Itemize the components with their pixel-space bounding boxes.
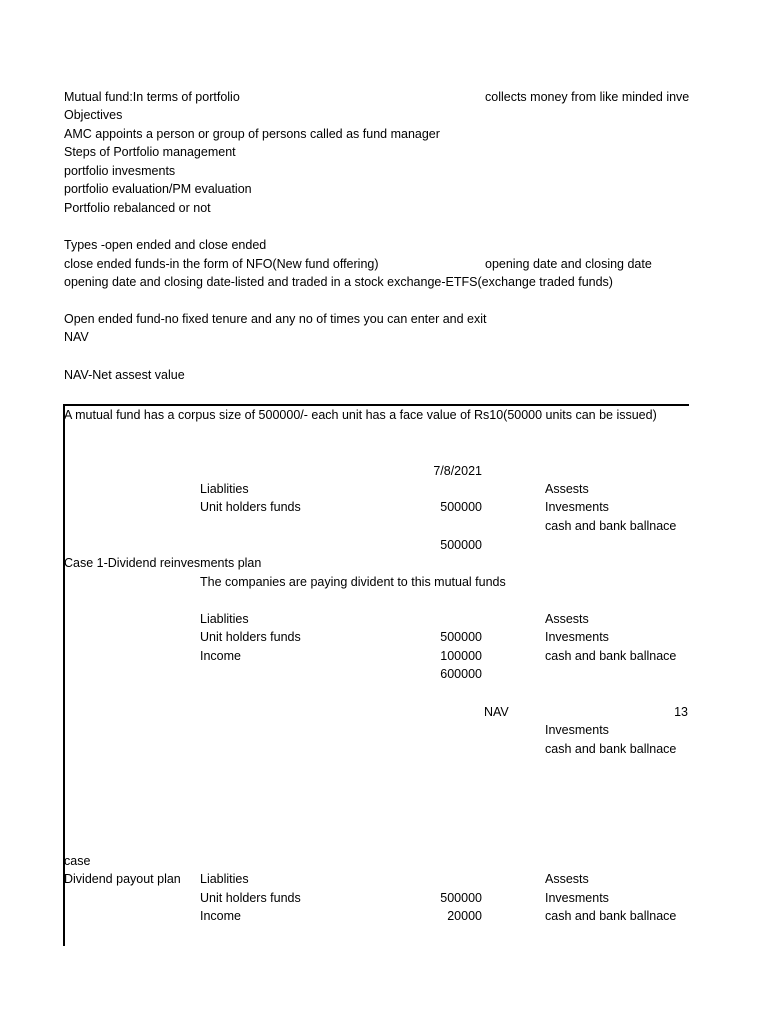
amc-text: AMC appoints a person or group of persons called as fund manager xyxy=(64,127,440,141)
liabilities-label: Liablities xyxy=(200,482,249,496)
case1-total-value: 600000 xyxy=(440,667,482,681)
case2-investments-label: Invesments xyxy=(545,891,609,905)
case2-cash-bank-label: cash and bank ballnace xyxy=(545,909,677,923)
case2-assets-label: Assests xyxy=(545,872,589,886)
case2-unit-holders-label: Unit holders funds xyxy=(200,891,301,905)
case2-liabilities-label: Liablities xyxy=(200,872,249,886)
case2-income-label: Income xyxy=(200,909,241,923)
case1-description: The companies are paying divident to this mutual funds xyxy=(200,575,506,589)
opening-closing-date-text: opening date and closing date xyxy=(485,257,652,271)
case2-plan-label: Dividend payout plan xyxy=(64,872,181,886)
types-text: Types -open ended and close ended xyxy=(64,238,267,252)
case1-income-label: Income xyxy=(200,649,241,663)
case1-investments2-label: Invesments xyxy=(545,723,609,737)
portfolio-rebalanced-text: Portfolio rebalanced or not xyxy=(64,201,211,215)
mutual-fund-heading: Mutual fund:In terms of portfolio xyxy=(64,90,240,104)
objectives-text: Objectives xyxy=(64,108,123,122)
case2-unit-holders-value: 500000 xyxy=(440,891,482,905)
portfolio-investments-text: portfolio invesments xyxy=(64,164,176,178)
listed-traded-text: opening date and closing date-listed and traded in a stock exchange-ETFS(exchange traded funds) xyxy=(64,275,613,289)
case2-title: case xyxy=(64,854,91,868)
collects-money-text: collects money from like minded inve xyxy=(485,90,690,104)
unit-holders-value: 500000 xyxy=(440,500,482,514)
case1-income-value: 100000 xyxy=(440,649,482,663)
cash-bank-label: cash and bank ballnace xyxy=(545,519,677,533)
unit-holders-label: Unit holders funds xyxy=(200,500,301,514)
case2-income-value: 20000 xyxy=(447,909,482,923)
portfolio-evaluation-text: portfolio evaluation/PM evaluation xyxy=(64,182,252,196)
nav-definition-text: NAV-Net assest value xyxy=(64,368,185,382)
case1-liabilities-label: Liablities xyxy=(200,612,249,626)
nav-text: NAV xyxy=(64,330,89,344)
case1-assets-label: Assests xyxy=(545,612,589,626)
case1-title: Case 1-Dividend reinvesments plan xyxy=(64,556,262,570)
case1-nav-value: 13 xyxy=(674,705,688,719)
date-cell: 7/8/2021 xyxy=(433,464,482,478)
investments-label: Invesments xyxy=(545,500,609,514)
case1-unit-holders-value: 500000 xyxy=(440,630,482,644)
case1-cash-bank-label: cash and bank ballnace xyxy=(545,649,677,663)
corpus-intro-text: A mutual fund has a corpus size of 500000/- each unit has a face value of Rs10(50000 units can be issued) xyxy=(64,408,657,422)
case1-cash-bank2-label: cash and bank ballnace xyxy=(545,742,677,756)
case1-investments-label: Invesments xyxy=(545,630,609,644)
steps-text: Steps of Portfolio management xyxy=(64,145,236,159)
assets-label: Assests xyxy=(545,482,589,496)
case1-unit-holders-label: Unit holders funds xyxy=(200,630,301,644)
close-ended-text: close ended funds-in the form of NFO(New fund offering) xyxy=(64,257,379,271)
open-ended-text: Open ended fund-no fixed tenure and any no of times you can enter and exit xyxy=(64,312,487,326)
total-value: 500000 xyxy=(440,538,482,552)
case1-nav-label: NAV xyxy=(484,705,509,719)
